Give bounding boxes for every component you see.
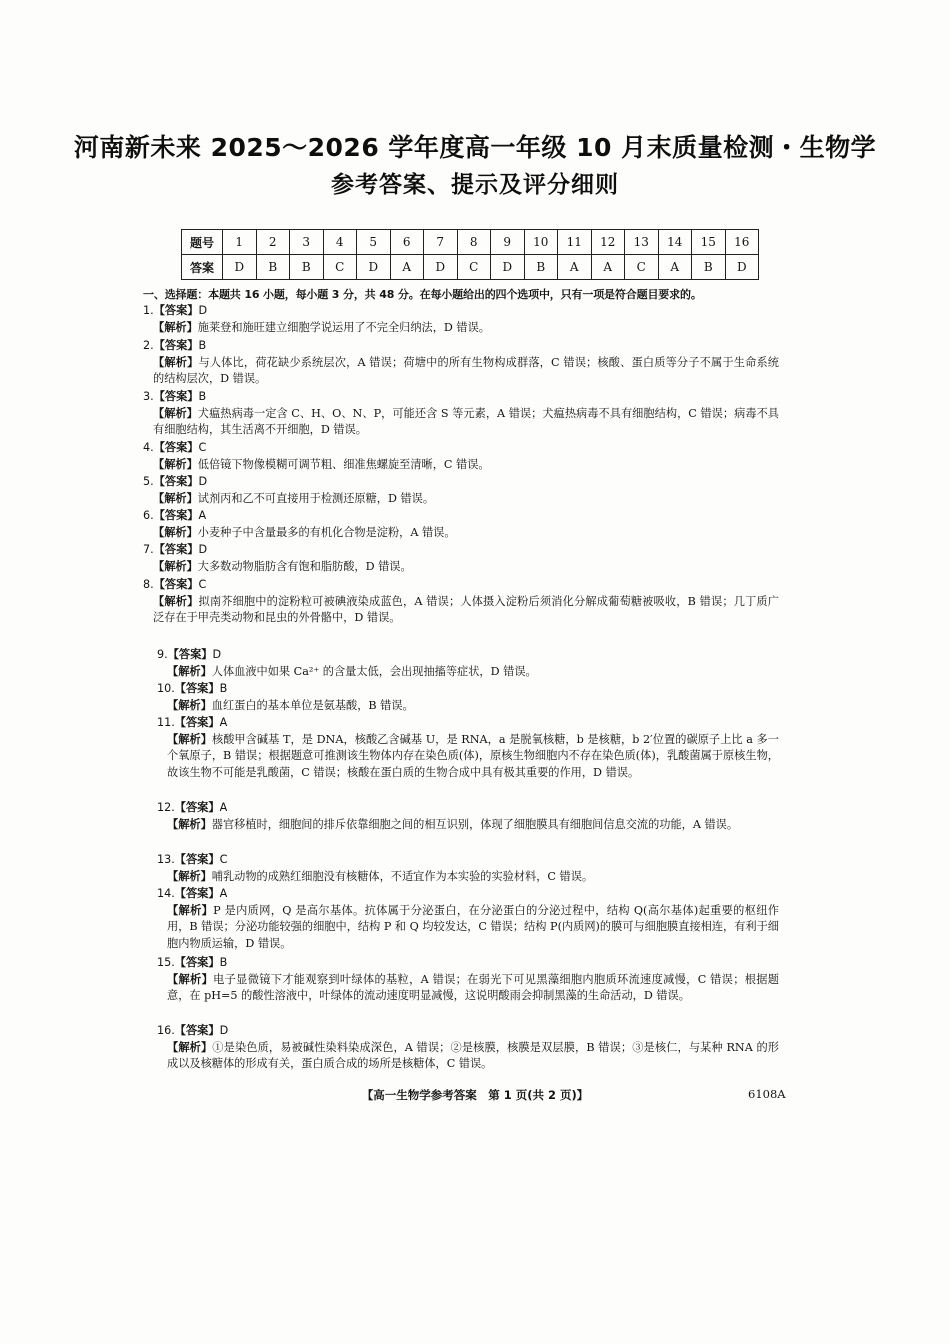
question-block	[157, 886, 779, 952]
answer-line	[143, 508, 779, 525]
question-number-cell: 8	[457, 230, 491, 255]
question-block	[157, 955, 779, 1005]
answer-tag: 【答案】	[174, 853, 220, 866]
answer-line	[157, 955, 779, 972]
answer-tag: 【答案】	[153, 509, 199, 522]
question-block	[143, 542, 779, 575]
question-number: 3.	[143, 390, 154, 403]
answer-line	[157, 715, 779, 732]
answer-letter: A	[219, 801, 228, 814]
answer-cell: D	[491, 255, 525, 280]
question-block	[157, 800, 779, 833]
answer-cell: C	[625, 255, 659, 280]
answer-tag: 【答案】	[153, 475, 199, 488]
question-number: 11.	[157, 716, 175, 729]
explanation-line	[143, 406, 779, 439]
question-number-cell: 2	[256, 230, 290, 255]
explain-tag: 【解析】	[167, 903, 214, 917]
question-number-cell: 10	[524, 230, 558, 255]
answer-line	[143, 474, 779, 491]
question-number-row	[182, 230, 759, 255]
answer-line	[157, 647, 779, 664]
answer-cell: B	[524, 255, 558, 280]
answer-letter: C	[219, 853, 228, 866]
explain-tag: 【解析】	[153, 355, 199, 369]
answer-tag: 【答案】	[174, 716, 220, 729]
explanation-line	[157, 1040, 779, 1073]
question-number: 16.	[157, 1024, 175, 1037]
answer-tag: 【答案】	[153, 441, 199, 454]
answer-row	[182, 255, 759, 280]
answer-line	[143, 303, 779, 320]
question-number: 4.	[143, 441, 154, 454]
answer-tag: 【答案】	[174, 801, 220, 814]
row-label-answer: 答案	[182, 255, 223, 280]
explanation-line	[157, 698, 779, 715]
page-subtitle: 参考答案、提示及评分细则	[331, 172, 619, 198]
explanation-line	[143, 355, 779, 388]
question-block	[157, 1023, 779, 1073]
question-number-cell: 3	[290, 230, 324, 255]
answer-cell: C	[457, 255, 491, 280]
explanation-line	[157, 732, 779, 782]
explanation-text: 电子显微镜下才能观察到叶绿体的基粒，A 错误；在弱光下可见黑藻细胞内胞质环流速度减慢，C 错误；根据题意，在 pH=5 的酸性溶液中，叶绿体的流动速度明显减慢，这说明酸雨会抑制黑藻的生命活动，D 错误。	[167, 972, 779, 1003]
question-block	[143, 338, 779, 388]
explanation-line	[157, 817, 779, 834]
explanation-line	[143, 525, 779, 542]
explain-tag: 【解析】	[167, 698, 212, 712]
explain-tag: 【解析】	[167, 732, 212, 746]
explanation-text: 核酸甲含碱基 T，是 DNA，核酸乙含碱基 U，是 RNA，a 是脱氧核糖，b 是核糖，b 2′位置的碳原子上比 a 多一个氧原子，B 错误；根据题意可推测该生物体内存在染色质(体)，原核生物细胞内不存在染色质(体)，乳酸菌属于原核生物，故该生物不可能是乳酸菌，C 错误；核酸在蛋白质的生物合成中具有极其重要的作用，D 错误。	[167, 732, 779, 779]
question-number-cell: 15	[692, 230, 726, 255]
answer-line	[143, 542, 779, 559]
explanation-line	[157, 972, 779, 1005]
answer-letter: D	[212, 648, 222, 661]
answer-letter: C	[198, 441, 207, 454]
question-number-cell: 11	[558, 230, 592, 255]
explanation-line	[143, 320, 779, 337]
explain-tag: 【解析】	[153, 525, 198, 539]
explain-tag: 【解析】	[153, 406, 198, 420]
question-block	[143, 440, 779, 473]
explain-tag: 【解析】	[153, 559, 198, 573]
explanation-text: P 是内质网，Q 是高尔基体。抗体属于分泌蛋白，在分泌蛋白的分泌过程中，结构 Q(高尔基体)起重要的枢纽作用，B 错误；分泌功能较强的细胞中，结构 P 和 Q 均较发达，C 错误；结构 P(内质网)的膜可与细胞膜直接相连，有利于细胞内物质运输，D 错误。	[167, 903, 779, 950]
explain-tag: 【解析】	[167, 1040, 213, 1054]
explanation-text: 拟南芥细胞中的淀粉粒可被碘液染成蓝色，A 错误；人体摄入淀粉后须消化分解成葡萄糖被吸收，B 错误；几丁质广泛存在于甲壳类动物和昆虫的外骨骼中，D 错误。	[153, 594, 779, 625]
explain-tag: 【解析】	[167, 664, 212, 678]
answer-tag: 【答案】	[153, 578, 199, 591]
answer-tag: 【答案】	[153, 304, 199, 317]
explanation-text: 器官移植时，细胞间的排斥依靠细胞之间的相互识别，体现了细胞膜具有细胞间信息交流的功能，A 错误。	[211, 817, 739, 831]
answer-cell: D	[223, 255, 257, 280]
explain-tag: 【解析】	[153, 594, 199, 608]
answer-line	[143, 440, 779, 457]
question-number-cell: 14	[658, 230, 692, 255]
answer-cell: A	[558, 255, 592, 280]
answer-tag: 【答案】	[153, 390, 199, 403]
explanation-line	[143, 457, 779, 474]
question-number: 1.	[143, 304, 154, 317]
answer-line	[143, 338, 779, 355]
answer-letter: D	[198, 475, 208, 488]
explanation-line	[143, 559, 779, 576]
row-label-number: 题号	[182, 230, 223, 255]
answer-tag: 【答案】	[174, 887, 220, 900]
question-block	[157, 715, 779, 781]
explanation-line	[143, 594, 779, 627]
page-footer: 【高一生物学参考答案 第 1 页(共 2 页)】	[361, 1088, 589, 1102]
question-block	[143, 474, 779, 507]
section-heading: 一、选择题：本题共 16 小题，每小题 3 分，共 48 分。在每小题给出的四个选项中，只有一项是符合题目要求的。	[143, 288, 702, 301]
explanation-line	[143, 491, 779, 508]
answer-letter: C	[198, 578, 207, 591]
explanation-text: ①是染色质，易被碱性染料染成深色，A 错误；②是核膜，核膜是双层膜，B 错误；③是核仁，与某种 RNA 的形成以及核糖体的形成有关，蛋白质合成的场所是核糖体，C 错误。	[167, 1040, 779, 1071]
answer-cell: B	[290, 255, 324, 280]
answer-tag: 【答案】	[174, 1024, 220, 1037]
answer-letter: D	[198, 543, 208, 556]
page-title: 河南新未来 2025～2026 学年度高一年级 10 月末质量检测・生物学	[73, 133, 877, 162]
answer-cell: C	[323, 255, 357, 280]
explanation-text: 哺乳动物的成熟红细胞没有核糖体，不适宜作为本实验的实验材料，C 错误。	[211, 869, 594, 883]
answer-letter: A	[219, 887, 228, 900]
answer-letter: B	[198, 390, 207, 403]
answer-cell: A	[390, 255, 424, 280]
question-number: 8.	[143, 578, 154, 591]
document-code: 6108A	[748, 1087, 786, 1101]
question-block	[143, 508, 779, 541]
answer-cell: B	[692, 255, 726, 280]
question-number-cell: 1	[223, 230, 257, 255]
explanation-line	[157, 664, 779, 681]
answer-tag: 【答案】	[167, 648, 213, 661]
answer-letter: B	[198, 339, 207, 352]
answer-cell: D	[357, 255, 391, 280]
answer-cell: A	[591, 255, 625, 280]
question-number-cell: 9	[491, 230, 525, 255]
question-block	[157, 647, 779, 680]
answer-cell: D	[725, 255, 759, 280]
question-number-cell: 12	[591, 230, 625, 255]
answer-letter: D	[219, 1024, 229, 1037]
explanation-text: 试剂丙和乙不可直接用于检测还原糖，D 错误。	[197, 491, 435, 505]
question-number-cell: 13	[625, 230, 659, 255]
question-number-cell: 5	[357, 230, 391, 255]
answer-tag: 【答案】	[174, 956, 220, 969]
question-number-cell: 16	[725, 230, 759, 255]
explain-tag: 【解析】	[167, 869, 212, 883]
explanation-text: 血红蛋白的基本单位是氨基酸，B 错误。	[211, 698, 414, 712]
question-block	[143, 389, 779, 439]
answer-tag: 【答案】	[153, 339, 199, 352]
question-number-cell: 4	[323, 230, 357, 255]
question-number-cell: 6	[390, 230, 424, 255]
answer-line	[157, 1023, 779, 1040]
question-number: 14.	[157, 887, 175, 900]
answer-cell: A	[658, 255, 692, 280]
question-number: 5.	[143, 475, 154, 488]
question-number: 12.	[157, 801, 175, 814]
question-number: 7.	[143, 543, 154, 556]
question-number: 10.	[157, 682, 175, 695]
answer-letter: A	[219, 716, 228, 729]
explanation-text: 大多数动物脂肪含有饱和脂肪酸，D 错误。	[197, 559, 412, 573]
answer-letter: B	[219, 956, 228, 969]
answer-tag: 【答案】	[174, 682, 220, 695]
answer-cell: D	[424, 255, 458, 280]
answer-line	[157, 886, 779, 903]
answer-tag: 【答案】	[153, 543, 199, 556]
answer-line	[157, 852, 779, 869]
explanation-line	[157, 869, 779, 886]
explanation-text: 低倍镜下物像模糊可调节粗、细准焦螺旋至清晰，C 错误。	[197, 457, 490, 471]
explain-tag: 【解析】	[153, 320, 198, 334]
question-block	[157, 681, 779, 714]
question-number-cell: 7	[424, 230, 458, 255]
question-block	[143, 577, 779, 627]
question-number: 9.	[157, 648, 168, 661]
answer-letter: D	[198, 304, 208, 317]
answer-line	[157, 681, 779, 698]
question-number: 6.	[143, 509, 154, 522]
explanation-line	[157, 903, 779, 953]
answer-cell: B	[256, 255, 290, 280]
explanation-text: 与人体比，荷花缺少系统层次，A 错误；荷塘中的所有生物构成群落，C 错误；核酸、蛋白质等分子不属于生命系统的结构层次，D 错误。	[153, 355, 779, 386]
answer-letter: B	[219, 682, 228, 695]
question-number: 15.	[157, 956, 175, 969]
question-number: 13.	[157, 853, 175, 866]
answer-line	[143, 577, 779, 594]
explain-tag: 【解析】	[153, 491, 198, 505]
question-block	[157, 852, 779, 885]
explanation-text: 犬瘟热病毒一定含 C、H、O、N、P，可能还含 S 等元素，A 错误；犬瘟热病毒不具有细胞结构，C 错误；病毒不具有细胞结构，其生活离不开细胞，D 错误。	[153, 406, 779, 437]
explain-tag: 【解析】	[153, 457, 198, 471]
answer-line	[143, 389, 779, 406]
explanation-text: 小麦种子中含量最多的有机化合物是淀粉，A 错误。	[197, 525, 456, 539]
question-block	[143, 303, 779, 336]
explain-tag: 【解析】	[167, 972, 214, 986]
answer-letter: A	[198, 509, 207, 522]
answer-line	[157, 800, 779, 817]
explanation-text: 施莱登和施旺建立细胞学说运用了不完全归纳法，D 错误。	[197, 320, 490, 334]
explain-tag: 【解析】	[167, 817, 212, 831]
question-number: 2.	[143, 339, 154, 352]
answer-key-table	[181, 229, 759, 280]
explanation-text: 人体血液中如果 Ca²⁺ 的含量太低，会出现抽搐等症状，D 错误。	[211, 664, 537, 678]
